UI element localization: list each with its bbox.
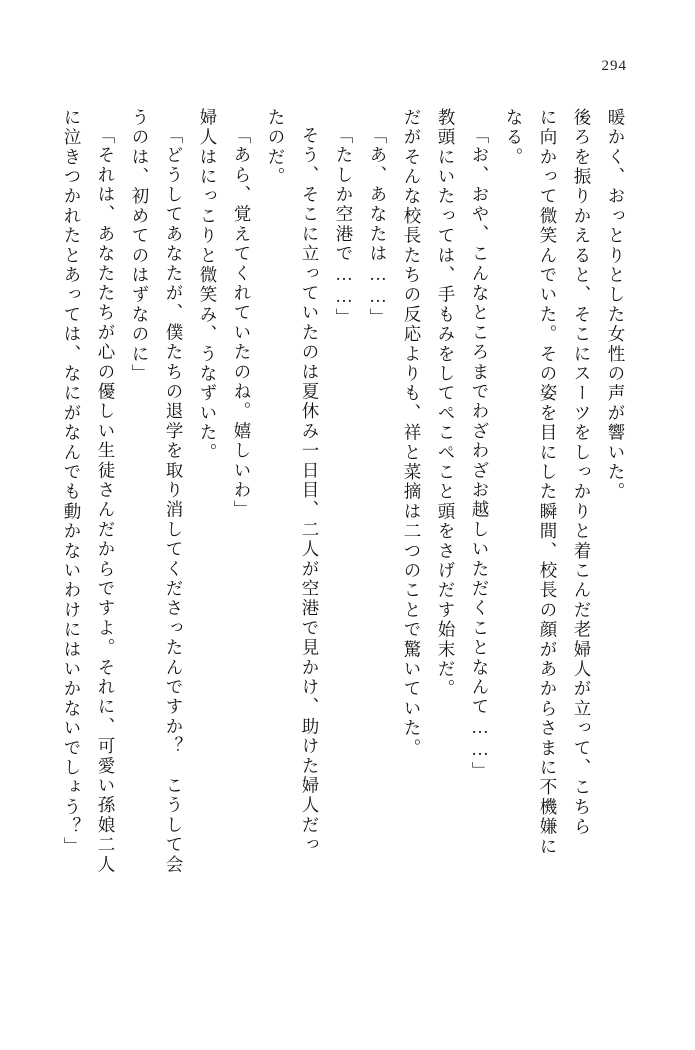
text-line: に向かって微笑んでいた。その姿を目にした瞬間、校長の顔があからさまに不機嫌に: [538, 108, 558, 857]
text-line: 暖かく、おっとりとした女性の声が響いた。: [606, 108, 626, 502]
text-line: たのだ。: [266, 108, 286, 187]
text-line: 婦人はにっこりと微笑み、うなずいた。: [198, 108, 218, 463]
text-line: なる。: [504, 108, 524, 168]
text-line: 「それは、あなたたちが心の優しい生徒さんだからですよ。それに、可愛い孫娘二人: [96, 126, 116, 875]
page-number: 294: [601, 58, 627, 74]
text-line: 「あら、覚えてくれていたのね。嬉しいわ」: [232, 126, 252, 520]
text-line: うのは、初めてのはずなのに」: [130, 108, 150, 384]
text-line: 教頭にいたっては、手もみをしてぺこぺこと頭をさげだす始末だ。: [436, 108, 456, 699]
vertical-text-body: [62, 108, 633, 968]
text-line: に泣きつかれたとあっては、なにがなんでも動かないわけにはいかないでしょう？」: [62, 108, 82, 857]
text-line: 「どうしてあなたが、僕たちの退学を取り消してくださったんですか？ こうして会: [164, 126, 184, 875]
text-line: 「あ、あなたは……」: [368, 126, 388, 328]
text-line: 後ろを振りかえると、そこにスーツをしっかりと着こんだ老婦人が立って、こちら: [572, 108, 592, 837]
text-line: だがそんな校長たちの反応よりも、祥と菜摘は二つのことで驚いていた。: [402, 108, 422, 759]
text-line: 「たしか空港で……」: [334, 126, 354, 328]
text-line: そう、そこに立っていたのは夏休み一日目、二人が空港で見かけ、助けた婦人だっ: [300, 126, 320, 855]
text-line: 「お、おや、こんなところまでわざわざお越しいただくことなんて……」: [470, 126, 490, 782]
